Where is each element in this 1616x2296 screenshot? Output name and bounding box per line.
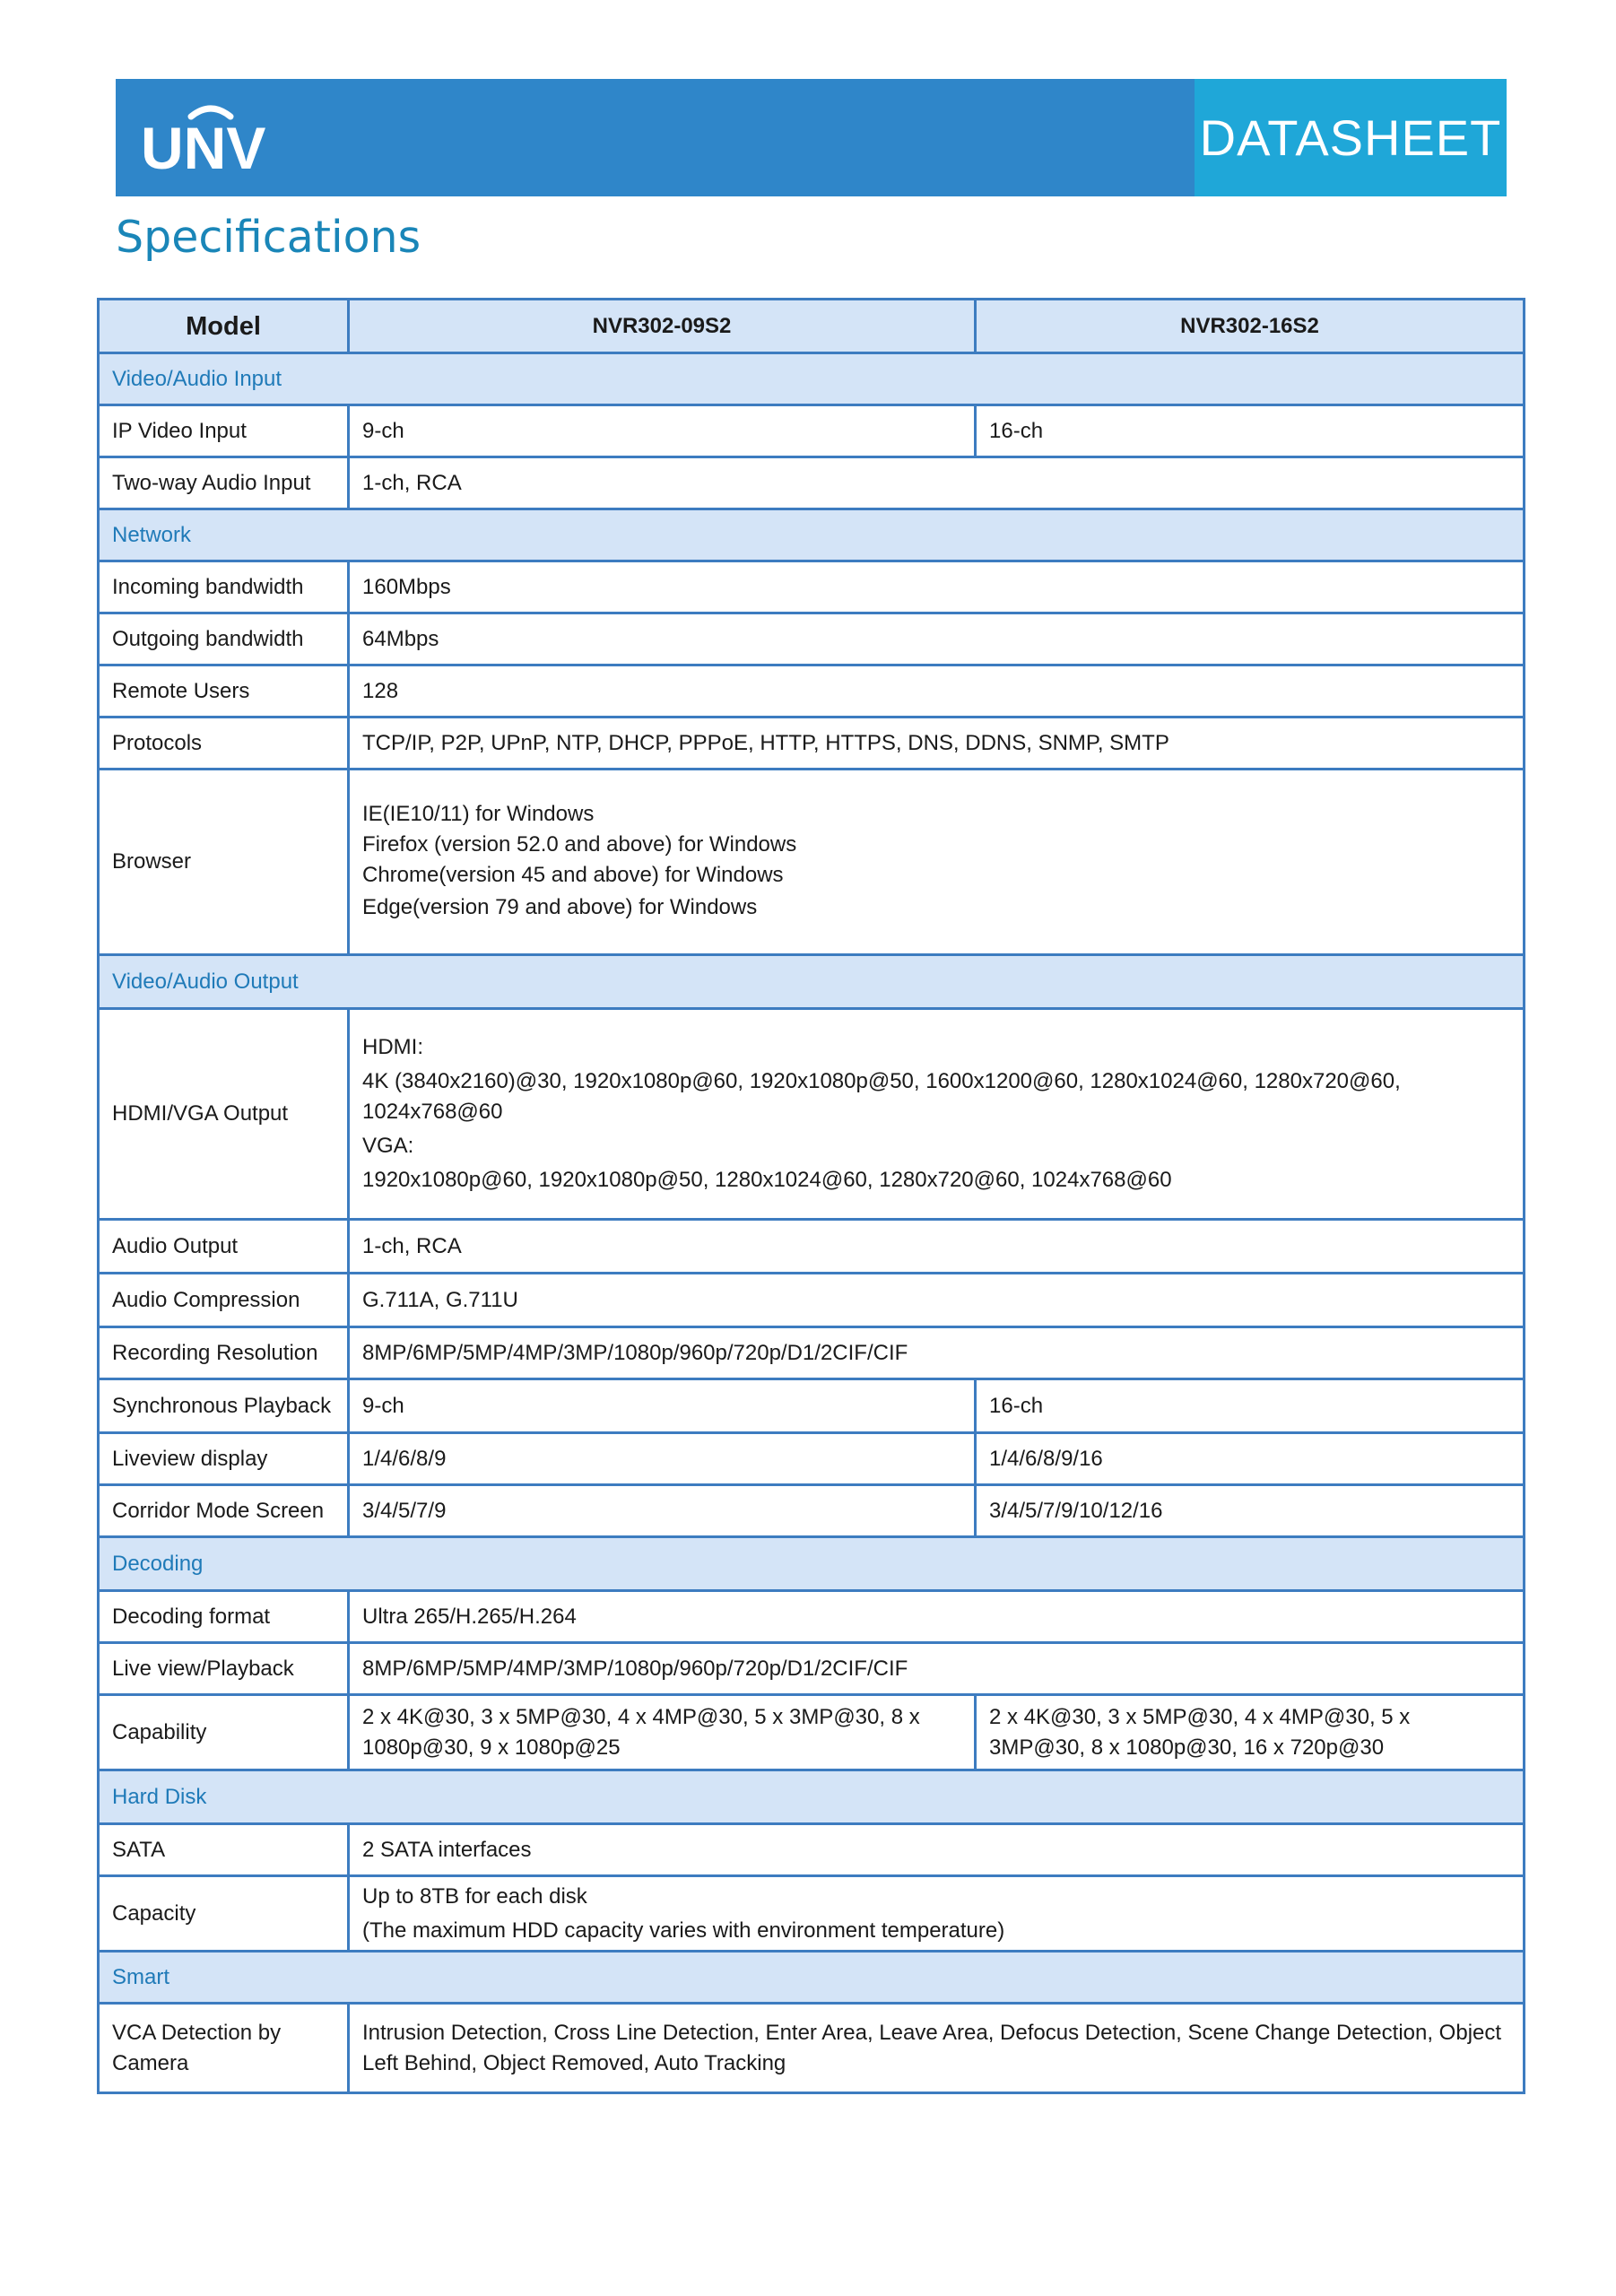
param-value-16: 16-ch	[976, 1379, 1525, 1433]
datasheet-label: DATASHEET	[1199, 109, 1502, 166]
model-16: NVR302-16S2	[976, 300, 1525, 353]
param-label: IP Video Input	[99, 405, 349, 457]
param-label: Synchronous Playback	[99, 1379, 349, 1433]
param-value-list	[349, 1009, 1525, 1220]
param-value-09: 9-ch	[349, 405, 976, 457]
table-row	[99, 1591, 1525, 1643]
model-09: NVR302-09S2	[349, 300, 976, 353]
header-label-box	[1195, 79, 1507, 196]
param-label: Protocols	[99, 718, 349, 770]
param-label: Live view/Playback	[99, 1643, 349, 1695]
param-value-09: 2 x 4K@30, 3 x 5MP@30, 4 x 4MP@30, 5 x 3MP@30, 8 x 1080p@30, 9 x 1080p@25	[349, 1695, 976, 1770]
param-label: VCA Detection by Camera	[99, 2004, 349, 2093]
param-value: 64Mbps	[349, 613, 1525, 665]
param-label: Liveview display	[99, 1433, 349, 1485]
param-value: 1-ch, RCA	[349, 1220, 1525, 1274]
param-label: Corridor Mode Screen	[99, 1485, 349, 1537]
table-row	[99, 405, 1525, 457]
param-value-09: 9-ch	[349, 1379, 976, 1433]
table-row	[99, 2004, 1525, 2093]
browser-line: Firefox (version 52.0 and above) for Windows	[362, 832, 797, 857]
table-row	[99, 1695, 1525, 1770]
section-row	[99, 353, 1525, 405]
param-value-list	[349, 1876, 1525, 1952]
table-row	[99, 1220, 1525, 1274]
vga-resolutions: 1920x1080p@60, 1920x1080p@50, 1280x1024@60, 1280x720@60, 1024x768@60	[362, 1168, 1172, 1192]
table-row	[99, 457, 1525, 509]
param-value: G.711A, G.711U	[349, 1274, 1525, 1327]
hdmi-heading: HDMI:	[362, 1035, 423, 1059]
section-row	[99, 1537, 1525, 1591]
param-value: 128	[349, 665, 1525, 718]
param-value: 1-ch, RCA	[349, 457, 1525, 509]
param-label: Two-way Audio Input	[99, 457, 349, 509]
param-value: Ultra 265/H.265/H.264	[349, 1591, 1525, 1643]
table-row	[99, 1327, 1525, 1379]
param-label: Audio Output	[99, 1220, 349, 1274]
capacity-note: (The maximum HDD capacity varies with environment temperature)	[362, 1918, 1005, 1943]
model-label: Model	[99, 300, 349, 353]
param-label: SATA	[99, 1824, 349, 1876]
param-value-16: 1/4/6/8/9/16	[976, 1433, 1525, 1485]
param-label: HDMI/VGA Output	[99, 1009, 349, 1220]
section-row	[99, 955, 1525, 1009]
brand-logo-text: UNV	[141, 115, 266, 178]
table-row	[99, 1824, 1525, 1876]
capacity-line: Up to 8TB for each disk	[362, 1883, 587, 1909]
param-value-09: 1/4/6/8/9	[349, 1433, 976, 1485]
section-hard-disk: Hard Disk	[99, 1770, 1525, 1824]
table-row	[99, 1485, 1525, 1537]
param-value-16: 16-ch	[976, 405, 1525, 457]
table-row	[99, 1009, 1525, 1220]
param-value: 8MP/6MP/5MP/4MP/3MP/1080p/960p/720p/D1/2CIF/CIF	[349, 1327, 1525, 1379]
param-label: Decoding format	[99, 1591, 349, 1643]
browser-line: Chrome(version 45 and above) for Windows	[362, 863, 784, 887]
hdmi-resolutions: 4K (3840x2160)@30, 1920x1080p@60, 1920x1080p@50, 1600x1200@60, 1280x1024@60, 1280x720@60, 1024x768@60	[362, 1069, 1401, 1124]
param-value-09: 3/4/5/7/9	[349, 1485, 976, 1537]
param-value-16: 3/4/5/7/9/10/12/16	[976, 1485, 1525, 1537]
section-video-audio-output: Video/Audio Output	[99, 955, 1525, 1009]
section-network: Network	[99, 509, 1525, 561]
param-label: Audio Compression	[99, 1274, 349, 1327]
table-row	[99, 770, 1525, 955]
page-title: Specifications	[116, 212, 421, 263]
param-value: 8MP/6MP/5MP/4MP/3MP/1080p/960p/720p/D1/2CIF/CIF	[349, 1643, 1525, 1695]
section-row	[99, 509, 1525, 561]
table-row	[99, 613, 1525, 665]
param-label: Capability	[99, 1695, 349, 1770]
datasheet-header	[116, 79, 1507, 196]
param-value: 2 SATA interfaces	[349, 1824, 1525, 1876]
table-row	[99, 1433, 1525, 1485]
section-row	[99, 1770, 1525, 1824]
unv-logo-icon	[139, 97, 282, 178]
param-label: Remote Users	[99, 665, 349, 718]
table-row	[99, 1379, 1525, 1433]
table-row	[99, 1876, 1525, 1952]
section-smart: Smart	[99, 1952, 1525, 2004]
param-value-list	[349, 770, 1525, 955]
model-header-row	[99, 300, 1525, 353]
param-label: Recording Resolution	[99, 1327, 349, 1379]
param-label: Browser	[99, 770, 349, 955]
browser-line: IE(IE10/11) for Windows	[362, 802, 595, 826]
table-row	[99, 1274, 1525, 1327]
browser-line: Edge(version 79 and above) for Windows	[362, 895, 758, 919]
header-brand-bar	[116, 79, 1195, 196]
param-value: Intrusion Detection, Cross Line Detection, Enter Area, Leave Area, Defocus Detection, Scene Change Detection, Object Left Behind, Object Removed, Auto Tracking	[349, 2004, 1525, 2093]
section-video-audio-input: Video/Audio Input	[99, 353, 1525, 405]
vga-heading: VGA:	[362, 1134, 414, 1158]
param-value: 160Mbps	[349, 561, 1525, 613]
param-label: Incoming bandwidth	[99, 561, 349, 613]
table-row	[99, 561, 1525, 613]
table-row	[99, 1643, 1525, 1695]
section-decoding: Decoding	[99, 1537, 1525, 1591]
param-value: TCP/IP, P2P, UPnP, NTP, DHCP, PPPoE, HTTP, HTTPS, DNS, DDNS, SNMP, SMTP	[349, 718, 1525, 770]
param-label: Outgoing bandwidth	[99, 613, 349, 665]
section-row	[99, 1952, 1525, 2004]
table-row	[99, 718, 1525, 770]
param-value-16: 2 x 4K@30, 3 x 5MP@30, 4 x 4MP@30, 5 x 3MP@30, 8 x 1080p@30, 16 x 720p@30	[976, 1695, 1525, 1770]
spec-table	[97, 298, 1525, 2094]
param-label: Capacity	[99, 1876, 349, 1952]
table-row	[99, 665, 1525, 718]
